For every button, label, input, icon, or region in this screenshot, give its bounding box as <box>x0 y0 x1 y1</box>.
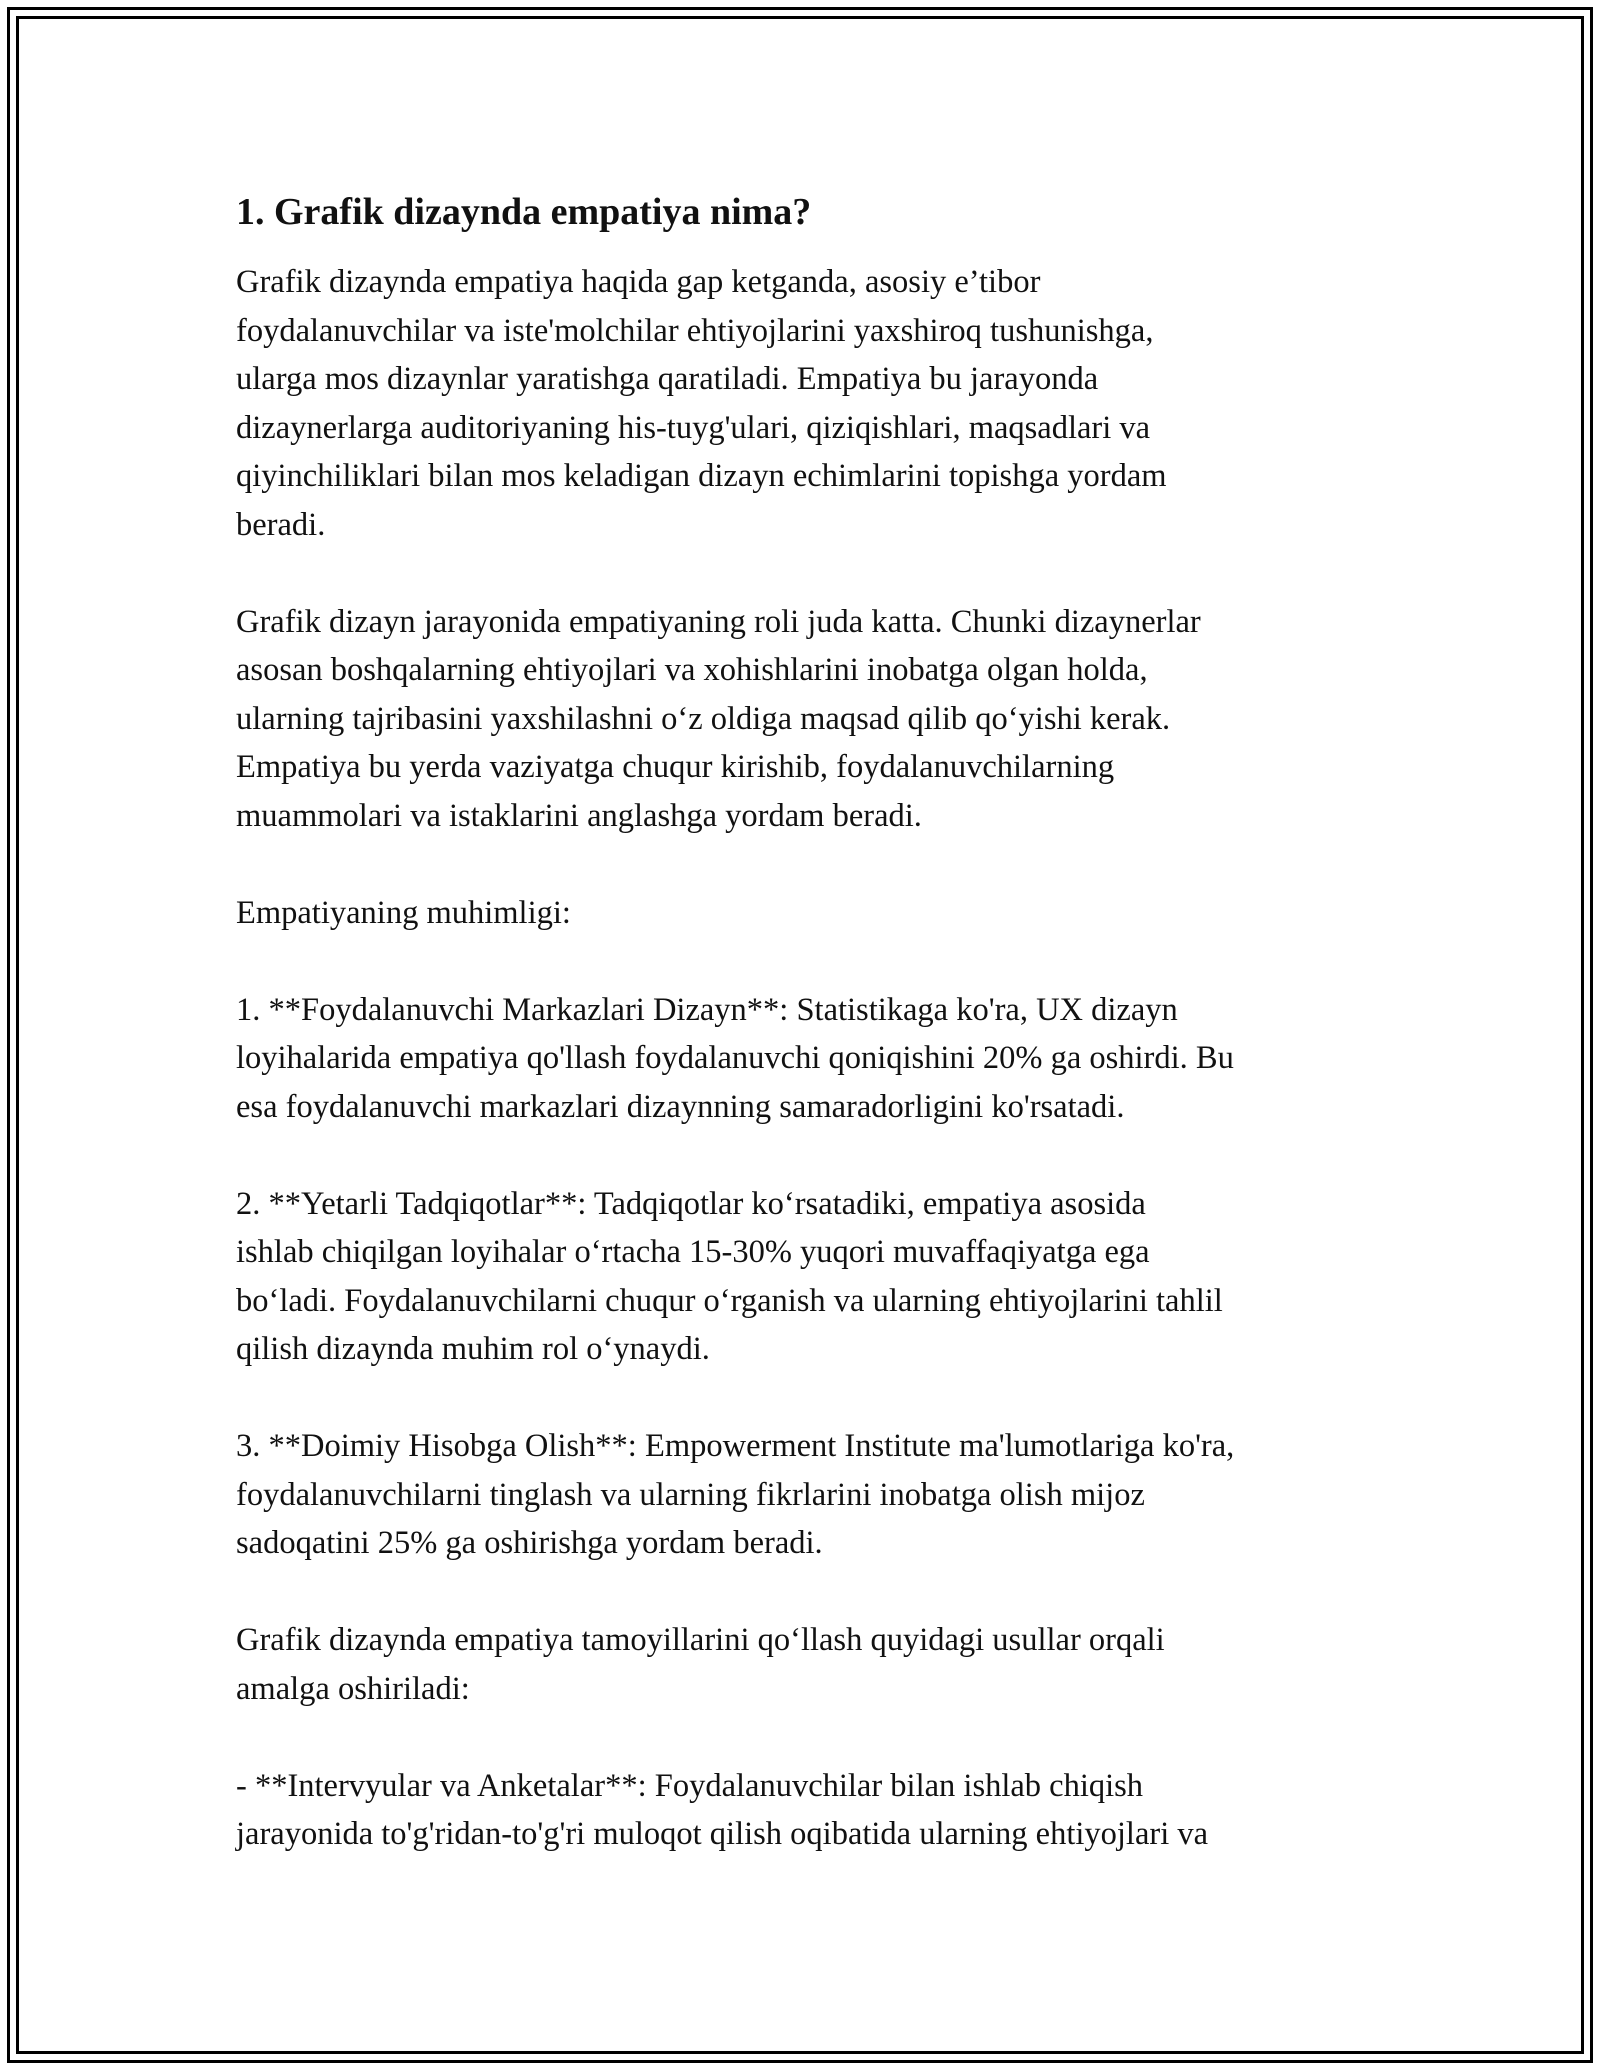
text-line: amalga oshiriladi: <box>236 1670 470 1707</box>
text-line: qiyinchiliklari bilan mos keladigan dizayn echimlarini topishga yordam <box>236 458 1167 494</box>
text-line: qilish dizaynda muhim rol o‘ynaydi. <box>236 1331 710 1367</box>
text-line: ishlab chiqilgan loyihalar o‘rtacha 15-30% yuqori muvaffaqiyatga ega <box>236 1234 1150 1270</box>
text-line: 3. **Doimiy Hisobga Olish**: Empowerment Institute ma'lumotlariga ko'ra, <box>236 1428 1235 1464</box>
text-line: dizaynerlarga auditoriyaning his-tuyg'ulari, qiziqishlari, maqsadlari va <box>236 409 1151 446</box>
paragraph-spacer <box>236 1568 1386 1617</box>
paragraph <box>236 1616 1386 1713</box>
text-line: Empatiyaning muhimligi: <box>236 894 571 931</box>
text-line: 2. **Yetarli Tadqiqotlar**: Tadqiqotlar ko‘rsatadiki, empatiya asosida <box>236 1185 1146 1222</box>
text-line: ularning tajribasini yaxshilashni o‘z oldiga maqsad qilib qo‘yishi kerak. <box>236 700 1171 737</box>
text-line: jarayonida to'g'ridan-to'g'ri muloqot qilish oqibatida ularning ehtiyojlari va <box>236 1816 1209 1852</box>
paragraph <box>236 986 1386 1132</box>
paragraph <box>236 1762 1386 1859</box>
paragraph-spacer <box>236 1713 1386 1762</box>
page-title: 1. Grafik dizaynda empatiya nima? <box>236 191 812 233</box>
paragraph-list <box>236 258 1386 1859</box>
text-line: bo‘ladi. Foydalanuvchilarni chuqur o‘rganish va ularning ehtiyojlarini tahlil <box>236 1282 1223 1319</box>
paragraph-spacer <box>236 840 1386 889</box>
text-line: Empatiya bu yerda vaziyatga chuqur kirishib, foydalanuvchilarning <box>236 749 1115 785</box>
document-body <box>236 186 1386 1859</box>
text-line: Grafik dizaynda empatiya tamoyillarini qo‘llash quyidagi usullar orqali <box>236 1622 1165 1658</box>
text-line: Grafik dizayn jarayonida empatiyaning roli juda katta. Chunki dizaynerlar <box>236 603 1201 640</box>
paragraph-spacer <box>236 549 1386 598</box>
text-line: 1. **Foydalanuvchi Markazlari Dizayn**: Statistikaga ko'ra, UX dizayn <box>236 991 1178 1028</box>
text-line: esa foydalanuvchi markazlari dizaynning samaradorligini ko'rsatadi. <box>236 1088 1125 1125</box>
text-line: sadoqatini 25% ga oshirishga yordam beradi. <box>236 1525 823 1561</box>
text-line: asosan boshqalarning ehtiyojlari va xohishlarini inobatga olgan holda, <box>236 652 1148 688</box>
paragraph <box>236 598 1386 841</box>
text-line: beradi. <box>236 506 326 543</box>
paragraph-spacer <box>236 1131 1386 1180</box>
text-line: - **Intervyular va Anketalar**: Foydalanuvchilar bilan ishlab chiqish <box>236 1767 1144 1804</box>
text-line: Grafik dizaynda empatiya haqida gap ketganda, asosiy e’tibor <box>236 264 1041 300</box>
paragraph <box>236 889 1386 938</box>
paragraph <box>236 1180 1386 1374</box>
text-line: foydalanuvchilar va iste'molchilar ehtiyojlarini yaxshiroq tushunishga, <box>236 312 1154 349</box>
paragraph-spacer <box>236 1374 1386 1423</box>
text-line: muammolari va istaklarini anglashga yordam beradi. <box>236 797 922 834</box>
paragraph-spacer <box>236 937 1386 986</box>
paragraph <box>236 258 1386 549</box>
paragraph <box>236 1422 1386 1568</box>
text-line: loyihalarida empatiya qo'llash foydalanuvchi qoniqishini 20% ga oshirdi. Bu <box>236 1040 1234 1076</box>
text-line: foydalanuvchilarni tinglash va ularning fikrlarini inobatga olish mijoz <box>236 1476 1145 1513</box>
text-line: ularga mos dizaynlar yaratishga qaratiladi. Empatiya bu jarayonda <box>236 361 1099 397</box>
